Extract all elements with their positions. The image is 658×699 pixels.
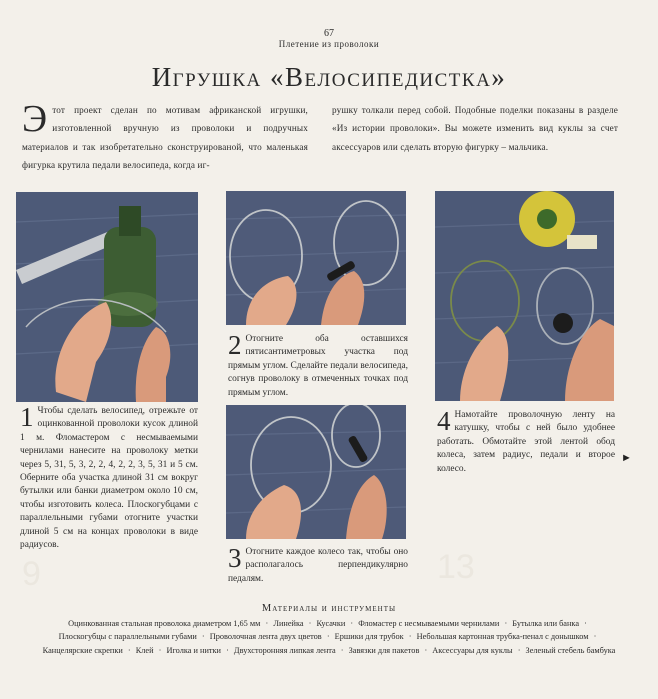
materials-separator: ·: [226, 645, 229, 655]
ghost-number-right: 13: [437, 548, 475, 586]
materials-item: Клей: [135, 645, 154, 655]
materials-separator: ·: [408, 632, 412, 642]
materials-separator: ·: [504, 619, 508, 628]
materials-item: Ершики для трубок: [334, 632, 404, 642]
materials-item: Завязки для пакетов: [348, 645, 420, 655]
step-1-number: 1: [20, 402, 34, 432]
materials-separator: ·: [201, 632, 205, 642]
materials-separator: ·: [424, 645, 428, 655]
photo-step-3: [226, 405, 406, 539]
continue-arrow-icon: ►: [621, 452, 632, 464]
materials-separator: ·: [265, 619, 269, 628]
step-3: [228, 543, 408, 586]
materials-separator: ·: [593, 632, 597, 642]
page-title: Игрушка «Велосипедистка»: [151, 62, 507, 92]
materials-item: Фломастер с несмываемыми чернилами: [358, 619, 500, 628]
step-4: [437, 406, 615, 476]
materials-separator: ·: [127, 645, 131, 655]
intro-right-column: рушку толкали перед собой. Подобные поделки показаны в разделе «Из истории проволоки». Вы можете изменить вид куклы за счет аксессуаров или сделать вторую фигурку – мальчика.: [332, 105, 618, 152]
materials-separator: ·: [584, 619, 587, 628]
step-4-text: Намотайте проволочную ленту на катушку, чтобы с ней было удобнее работать. Обмотайте этой лентой обод колеса, затем радиус, педали и второе колесо.: [437, 410, 615, 474]
materials-item: Аксессуары для куклы: [432, 645, 513, 655]
materials-item: Кусачки: [316, 619, 346, 628]
intro-left-text: тот проект сделан по мотивам африканской игрушки, изготовленной вручную из проволоки и подручных материалов и так изобретательно сконструированой, что маленькая фигурка крутила педали велосипеда, когда иг-: [22, 105, 308, 171]
step-1-text: Чтобы сделать велосипед, отрежьте от оцинкованной проволоки кусок длиной 1 м. Фломастером с несмываемыми чернилами нанесите на проволоку метки через 5, 31, 5, 3, 2, 2, 4, 2, 2, 3, 5, 31 и 5 см. Оберните оба участка длиной 31 см вокруг бутылки или банки диаметром около 10 см, чтобы изготовить колеса. Плоскогубцами с параллельными губами отогните участки длиной 5 см на концах проволоки в виде радиусов.: [20, 406, 198, 551]
step-2-text: Отогните оба оставшихся пятисантиметровых участка под прямым углом. Сделайте педали велосипеда, согнув проволоку в отмеченных точках под прямым углом.: [228, 334, 408, 398]
materials-item: Проволочная лента двух цветов: [209, 632, 322, 642]
materials-list: [40, 617, 618, 657]
step-2-number: 2: [228, 330, 242, 360]
materials-title: Материалы и инструменты: [261, 603, 397, 614]
materials-separator: ·: [340, 645, 344, 655]
materials-item: Канцелярские скрепки: [42, 645, 123, 655]
step-1: [20, 402, 198, 552]
step-3-text: Отогните каждое колесо так, чтобы оно располагалось перпендикулярно педалям.: [228, 547, 408, 584]
photo-step-4: [435, 191, 614, 401]
step-4-number: 4: [437, 406, 451, 436]
materials-item: Двухсторонняя липкая лента: [233, 645, 336, 655]
materials-item: Иголка и нитки: [166, 645, 221, 655]
materials-item: Зеленый стебель бамбука: [525, 645, 616, 655]
materials-separator: ·: [326, 632, 330, 642]
intro-left-column: [22, 98, 308, 175]
chapter-header: Плетение из проволоки: [278, 39, 380, 49]
materials-separator: ·: [517, 645, 521, 655]
materials-item: Плоскогубцы с параллельными губами: [58, 632, 197, 642]
photo-step-2: [226, 191, 406, 325]
materials-item: Бутылка или банка: [512, 619, 580, 628]
ghost-number-left: 9: [22, 555, 41, 593]
materials-separator: ·: [308, 619, 312, 628]
photo-step-1: [16, 192, 198, 402]
materials-item: Линейка: [273, 619, 304, 628]
intro-dropcap: Э: [22, 98, 48, 140]
step-2: [228, 330, 408, 400]
materials-item: Небольшая картонная трубка-пенал с донышком: [416, 632, 589, 642]
page-number: 67: [324, 28, 334, 39]
step-3-number: 3: [228, 543, 242, 573]
materials-item: Оцинкованная стальная проволока диаметром 1,65 мм: [68, 619, 261, 628]
materials-separator: ·: [350, 619, 354, 628]
materials-separator: ·: [158, 645, 162, 655]
